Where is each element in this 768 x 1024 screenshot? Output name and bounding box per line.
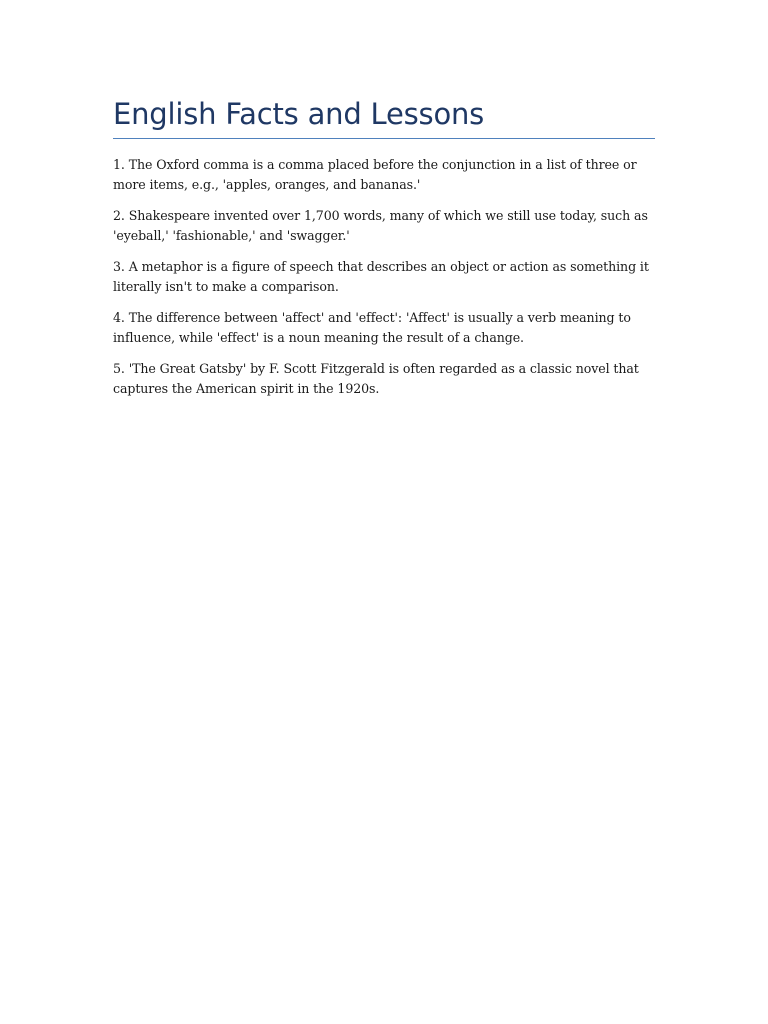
- document-body: [113, 94, 655, 410]
- fact-item: 2. Shakespeare invented over 1,700 words, many of which we still use today, such as 'eyeball,' 'fashionable,' and 'swagger.': [113, 208, 648, 243]
- fact-item: 3. A metaphor is a figure of speech that describes an object or action as something it literally isn't to make a comparison.: [113, 259, 649, 294]
- fact-item: 1. The Oxford comma is a comma placed before the conjunction in a list of three or more items, e.g., 'apples, oranges, and bananas.': [113, 157, 637, 192]
- fact-item: 4. The difference between 'affect' and 'effect': 'Affect' is usually a verb meaning to influence, while 'effect' is a noun meaning the result of a change.: [113, 310, 631, 345]
- title-divider: [113, 138, 655, 139]
- fact-item: 5. 'The Great Gatsby' by F. Scott Fitzgerald is often regarded as a classic novel that captures the American spirit in the 1920s.: [113, 361, 639, 396]
- document-title: English Facts and Lessons: [113, 97, 485, 131]
